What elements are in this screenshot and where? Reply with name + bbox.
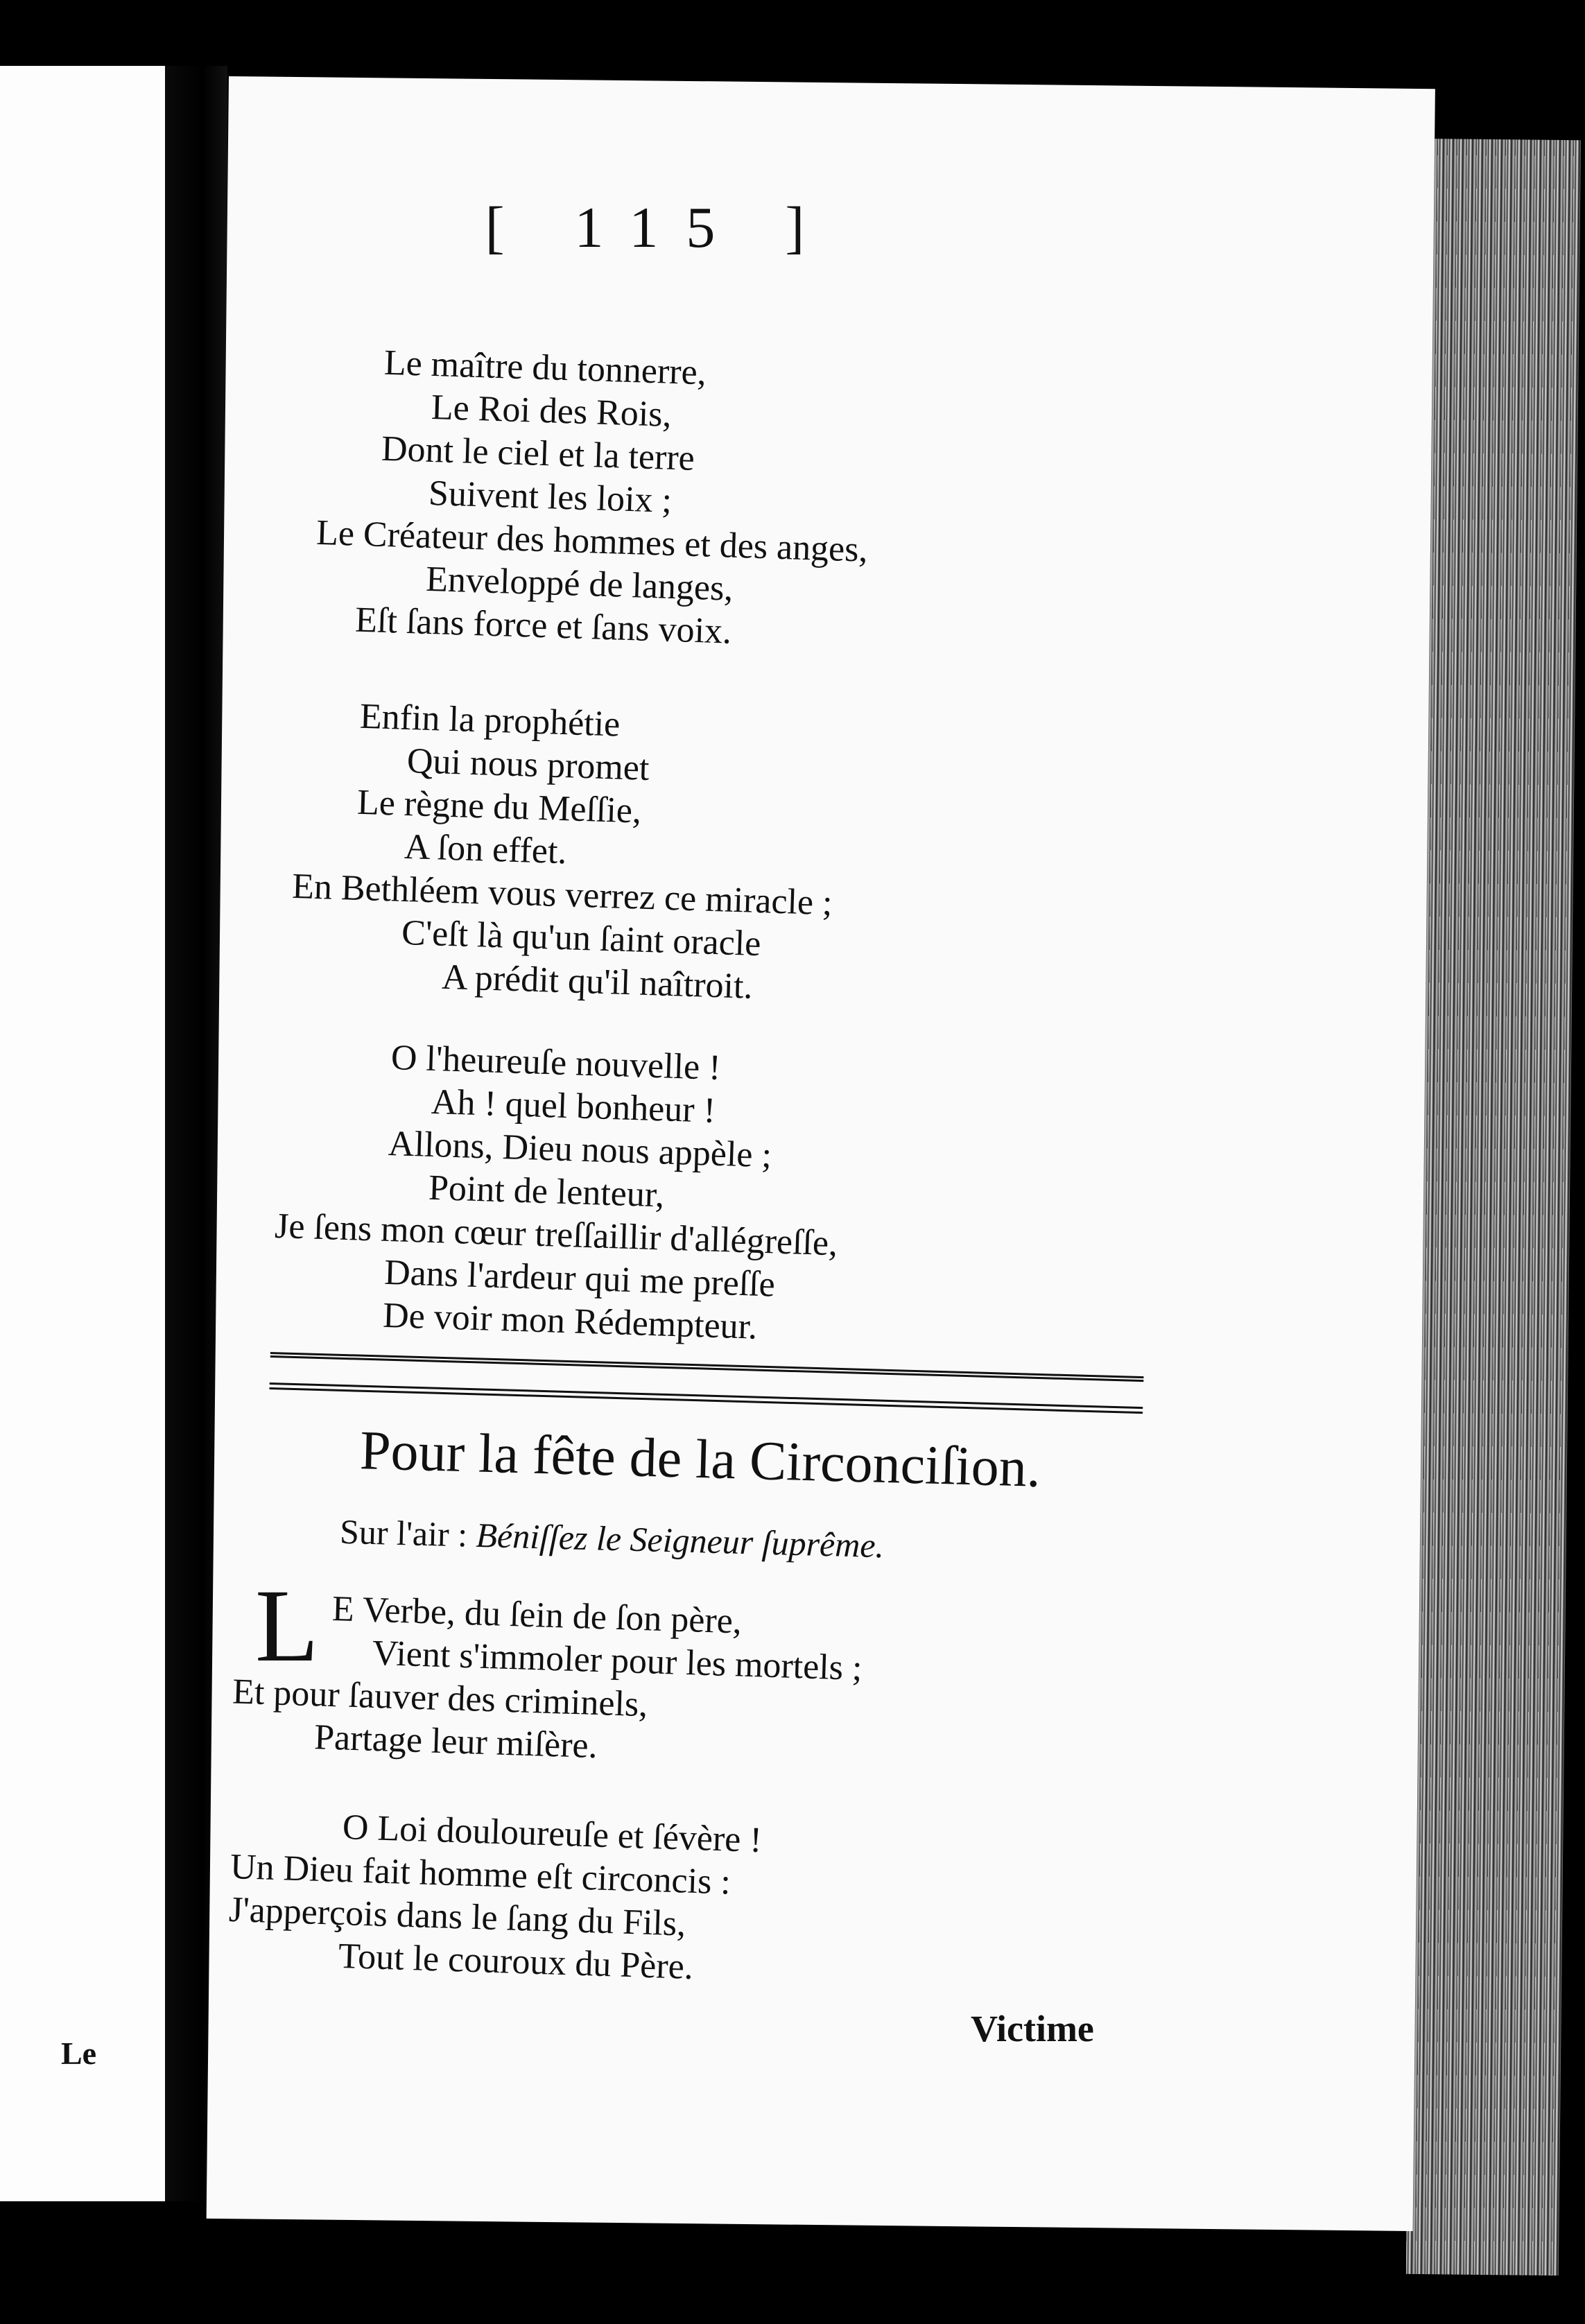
verse-line: Tout le couroux du Père.	[338, 1936, 694, 1987]
verse-line: Allons, Dieu nous appèle ;	[388, 1123, 772, 1176]
verse-line: En Bethléem vous verrez ce miracle ;	[291, 866, 833, 923]
verse-line: Un Dieu fait homme eſt circoncis :	[229, 1846, 731, 1902]
verse-line: De voir mon Rédempteur.	[382, 1295, 759, 1347]
page-block-edges	[1406, 139, 1581, 2275]
stanza-4	[232, 1588, 864, 1776]
stanza-2	[288, 693, 838, 1011]
air-name: Béniſſez le Seigneur ſuprême.	[475, 1515, 885, 1566]
stanza-3	[271, 1033, 843, 1351]
verse-line: Et pour ſauver des criminels,	[232, 1672, 649, 1725]
verse-line: E Verbe, du ſein de ſon père,	[331, 1588, 743, 1642]
page-number: [ 115 ]	[485, 196, 833, 260]
verse-line: J'apperçois dans le ſang du Fils,	[228, 1889, 686, 1944]
left-page-catchword: Le	[61, 2036, 97, 2071]
verse-line: A prédit qu'il naîtroit.	[441, 957, 754, 1007]
verse-line: Dont le ciel et la terre	[381, 428, 695, 478]
verse-line: Suivent les loix ;	[428, 473, 673, 521]
catchword: Victime	[971, 2008, 1094, 2049]
verse-line: C'eſt là qu'un ſaint oracle	[401, 912, 762, 964]
verse-line: Le Créateur des hommes et des anges,	[315, 512, 869, 570]
verse-line: O Loi douloureuſe et ſévère !	[342, 1807, 763, 1860]
verse-line: Enfin la prophétie	[359, 696, 621, 745]
verse-line: O l'heureuſe nouvelle !	[390, 1038, 722, 1088]
verse-line: Je ſens mon cœur treſſaillir d'allégreſſe,	[274, 1206, 838, 1264]
verse-line: Partage leur miſère.	[313, 1717, 598, 1767]
verse-line: Point de lenteur,	[428, 1168, 666, 1215]
air-label: Sur l'air :	[339, 1511, 468, 1554]
verse-line: Qui nous promet	[406, 740, 650, 788]
stanza-1	[313, 340, 874, 658]
verse-line: Enveloppé de langes,	[425, 559, 734, 609]
facing-page-left	[0, 66, 169, 2201]
verse-line: Ah ! quel bonheur !	[431, 1082, 716, 1131]
section-title: Pour la fête de la Circonciſion.	[359, 1420, 1041, 1499]
verse-line: A ſon effet.	[404, 826, 568, 872]
drop-cap: L	[255, 1568, 319, 1683]
verse-line: Dans l'ardeur qui me preſſe	[383, 1252, 776, 1305]
verse-line: Le Roi des Rois,	[431, 387, 673, 435]
verse-line: Vient s'immoler pour les mortels ;	[372, 1633, 863, 1689]
verse-line: Le maître du tonnerre,	[383, 342, 707, 393]
stanza-5	[227, 1803, 762, 1991]
verse-line: Eſt ſans force et ſans voix.	[354, 600, 732, 652]
verse-line: Le règne du Meſſie,	[356, 782, 642, 831]
